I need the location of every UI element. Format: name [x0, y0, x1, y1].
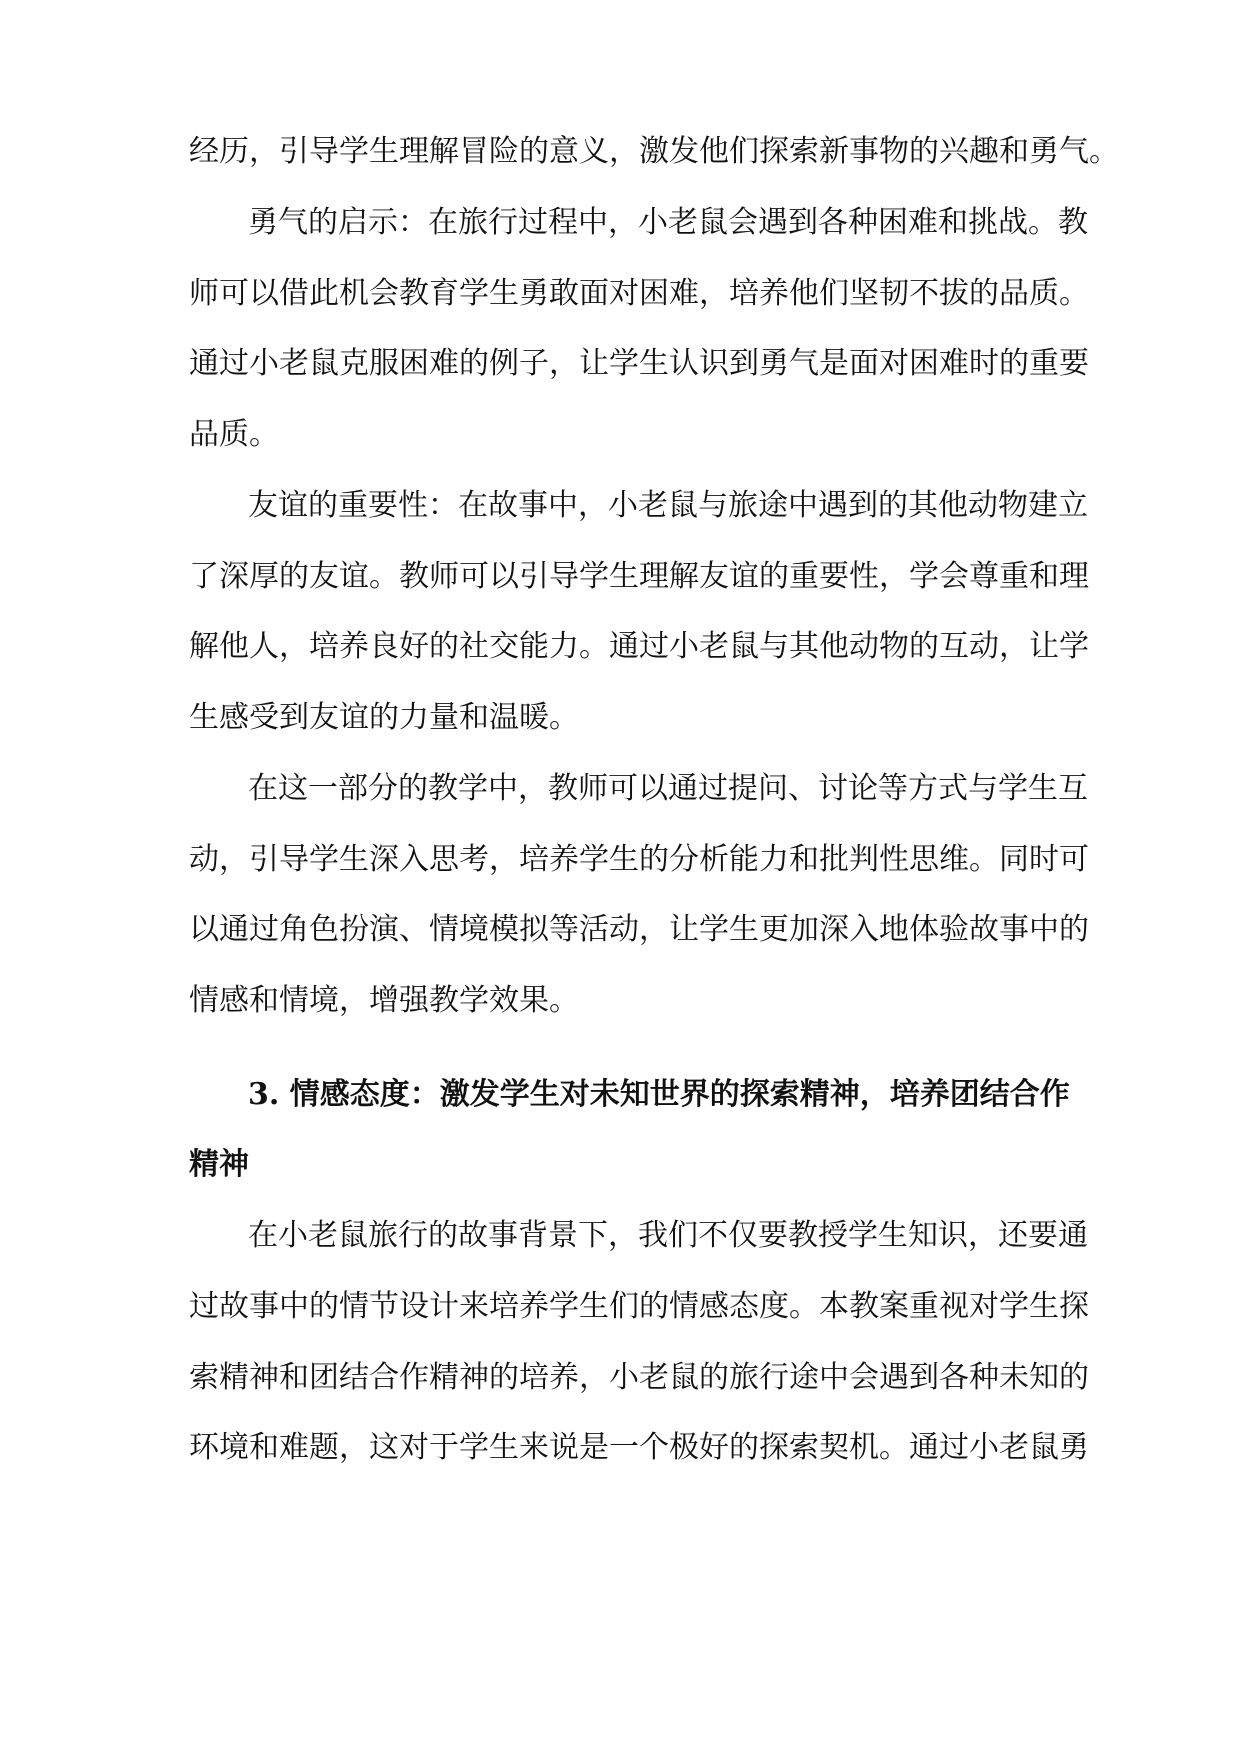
paragraph-line: 索精神和团结合作精神的培养，小老鼠的旅行途中会遇到各种未知的: [189, 1360, 1089, 1395]
paragraph-line: 经历，引导学生理解冒险的意义，激发他们探索新事物的兴趣和勇气。: [189, 134, 1119, 169]
paragraph-line: 在小老鼠旅行的故事背景下，我们不仅要教授学生知识，还要通: [248, 1218, 1088, 1253]
paragraph-line: 品质。: [189, 417, 279, 452]
paragraph-line: 动，引导学生深入思考，培养学生的分析能力和批判性思维。同时可: [189, 842, 1089, 877]
paragraph-line: 友谊的重要性：在故事中，小老鼠与旅途中遇到的其他动物建立: [248, 488, 1088, 523]
paragraph-line: 解他人，培养良好的社交能力。通过小老鼠与其他动物的互动，让学: [189, 629, 1089, 664]
paragraph-line: 师可以借此机会教育学生勇敢面对困难，培养他们坚韧不拔的品质。: [189, 276, 1089, 311]
paragraph-line: 通过小老鼠克服困难的例子，让学生认识到勇气是面对困难时的重要: [189, 346, 1089, 381]
paragraph-line: 过故事中的情节设计来培养学生们的情感态度。本教案重视对学生探: [189, 1289, 1089, 1324]
paragraph-line: 勇气的启示：在旅行过程中，小老鼠会遇到各种困难和挑战。教: [248, 205, 1088, 240]
paragraph-line: 情感和情境，增强教学效果。: [189, 983, 579, 1018]
section-heading: 3. 情感态度：激发学生对未知世界的探索精神，培养团结合作: [248, 1077, 1070, 1112]
paragraph-line: 在这一部分的教学中，教师可以通过提问、讨论等方式与学生互: [248, 771, 1088, 806]
paragraph-line: 了深厚的友谊。教师可以引导学生理解友谊的重要性，学会尊重和理: [189, 559, 1089, 594]
paragraph-line: 环境和难题，这对于学生来说是一个极好的探索契机。通过小老鼠勇: [189, 1430, 1089, 1465]
paragraph-line: 以通过角色扮演、情境模拟等活动，让学生更加深入地体验故事中的: [189, 912, 1089, 947]
section-heading-continued: 精神: [189, 1147, 249, 1182]
paragraph-line: 生感受到友谊的力量和温暖。: [189, 700, 579, 735]
